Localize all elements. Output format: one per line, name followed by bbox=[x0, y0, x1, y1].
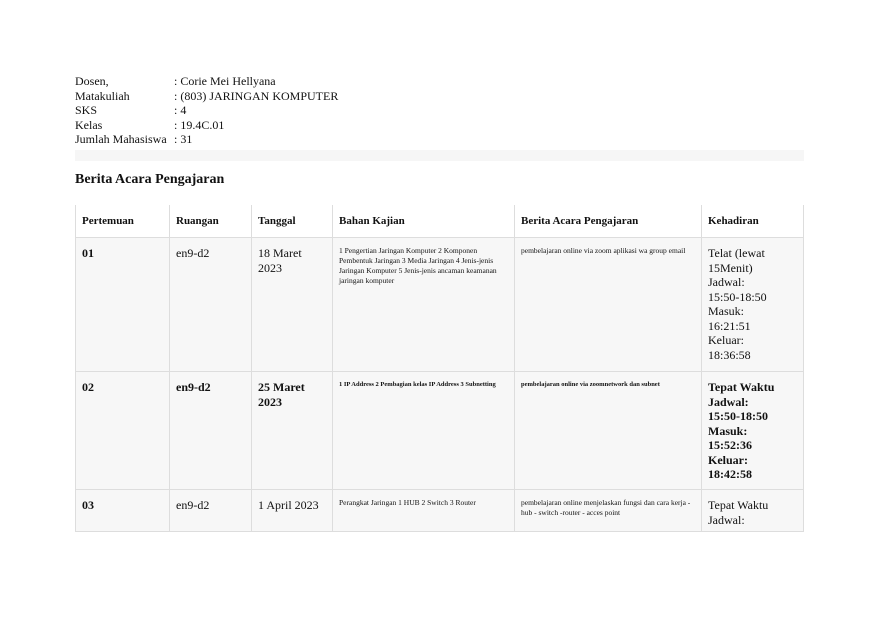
kehadiran-status: Tepat Waktu bbox=[708, 498, 769, 512]
cell-pertemuan: 03 bbox=[76, 490, 170, 532]
cell-bahan-kajian: Perangkat Jaringan 1 HUB 2 Switch 3 Router bbox=[333, 490, 515, 532]
kehadiran-jadwal-label: Jadwal: bbox=[708, 394, 749, 409]
cell-pertemuan: 01 bbox=[76, 238, 170, 372]
header-ruangan: Ruangan bbox=[170, 205, 252, 238]
header-berita-acara: Berita Acara Pengajaran bbox=[515, 205, 702, 238]
course-info bbox=[75, 74, 338, 147]
cell-ruangan: en9-d2 bbox=[170, 490, 252, 532]
kehadiran-masuk-label: Masuk: bbox=[708, 304, 744, 318]
table-header-row bbox=[76, 205, 804, 238]
cell-berita-acara: pembelajaran online via zoom aplikasi wa group email bbox=[515, 238, 702, 372]
kehadiran-masuk-label: Masuk: bbox=[708, 423, 748, 438]
table-row bbox=[76, 490, 804, 532]
kelas-label: Kelas bbox=[75, 117, 103, 132]
cell-pertemuan: 02 bbox=[76, 372, 170, 490]
header-pertemuan: Pertemuan bbox=[76, 205, 170, 238]
kehadiran-jadwal-label: Jadwal: bbox=[708, 275, 745, 289]
kehadiran-jadwal-label: Jadwal: bbox=[708, 512, 745, 527]
cell-berita-acara: pembelajaran online menjelaskan fungsi dan cara kerja - hub - switch -router - acces point bbox=[515, 490, 702, 532]
header-bahan-kajian: Bahan Kajian bbox=[333, 205, 515, 238]
header-tanggal: Tanggal bbox=[252, 205, 333, 238]
cell-tanggal: 1 April 2023 bbox=[252, 490, 333, 532]
info-row-matakuliah bbox=[75, 89, 338, 104]
kelas-value: : 19.4C.01 bbox=[174, 117, 225, 132]
kehadiran-jadwal-value: 15:50-18:50 bbox=[708, 409, 768, 423]
cell-kehadiran bbox=[702, 238, 804, 372]
header-kehadiran: Kehadiran bbox=[702, 205, 804, 238]
kehadiran-keluar-value: 18:42:58 bbox=[708, 467, 752, 481]
table-row bbox=[76, 238, 804, 372]
cell-berita-acara: pembelajaran online via zoomnetwork dan subnet bbox=[515, 372, 702, 490]
matakuliah-value: : (803) JARINGAN KOMPUTER bbox=[174, 88, 339, 103]
jumlah-label: Jumlah Mahasiswa bbox=[75, 132, 167, 147]
cell-bahan-kajian: 1 IP Address 2 Pembagian kelas IP Address 3 Subnetting bbox=[333, 372, 515, 490]
cell-tanggal: 25 Maret 2023 bbox=[252, 372, 333, 490]
cell-ruangan: en9-d2 bbox=[170, 372, 252, 490]
kehadiran-keluar-value: 18:36:58 bbox=[708, 347, 751, 362]
cell-kehadiran bbox=[702, 490, 804, 532]
kehadiran-keluar-label: Keluar: bbox=[708, 333, 744, 347]
info-row-kelas bbox=[75, 118, 338, 133]
cell-bahan-kajian: 1 Pengertian Jaringan Komputer 2 Komponen Pembentuk Jaringan 3 Media Jaringan 4 Jenis-jenis Jaringan Komputer 5 Jenis-jenis ancaman keamanan jaringan komputer bbox=[333, 238, 515, 372]
kehadiran-masuk-value: 15:52:36 bbox=[708, 438, 752, 452]
info-row-dosen bbox=[75, 74, 338, 89]
table-row bbox=[76, 372, 804, 490]
cell-ruangan: en9-d2 bbox=[170, 238, 252, 372]
info-row-jumlah bbox=[75, 132, 338, 147]
matakuliah-label: Matakuliah bbox=[75, 88, 130, 103]
section-title: Berita Acara Pengajaran bbox=[75, 172, 225, 187]
sks-value: : 4 bbox=[174, 103, 187, 118]
divider-band bbox=[75, 150, 804, 161]
cell-kehadiran bbox=[702, 372, 804, 490]
sks-label: SKS bbox=[75, 103, 98, 118]
jumlah-value: : 31 bbox=[174, 132, 193, 147]
berita-acara-table bbox=[75, 205, 804, 532]
kehadiran-status: Telat (lewat 15Menit) bbox=[708, 246, 765, 275]
dosen-value: : Corie Mei Hellyana bbox=[174, 74, 276, 88]
cell-tanggal: 18 Maret 2023 bbox=[252, 238, 333, 372]
kehadiran-status: Tepat Waktu bbox=[708, 380, 775, 394]
kehadiran-keluar-label: Keluar: bbox=[708, 452, 748, 467]
dosen-label: Dosen, bbox=[75, 74, 109, 88]
kehadiran-masuk-value: 16:21:51 bbox=[708, 318, 751, 333]
info-row-sks bbox=[75, 103, 338, 118]
kehadiran-jadwal-value: 15:50-18:50 bbox=[708, 289, 767, 304]
